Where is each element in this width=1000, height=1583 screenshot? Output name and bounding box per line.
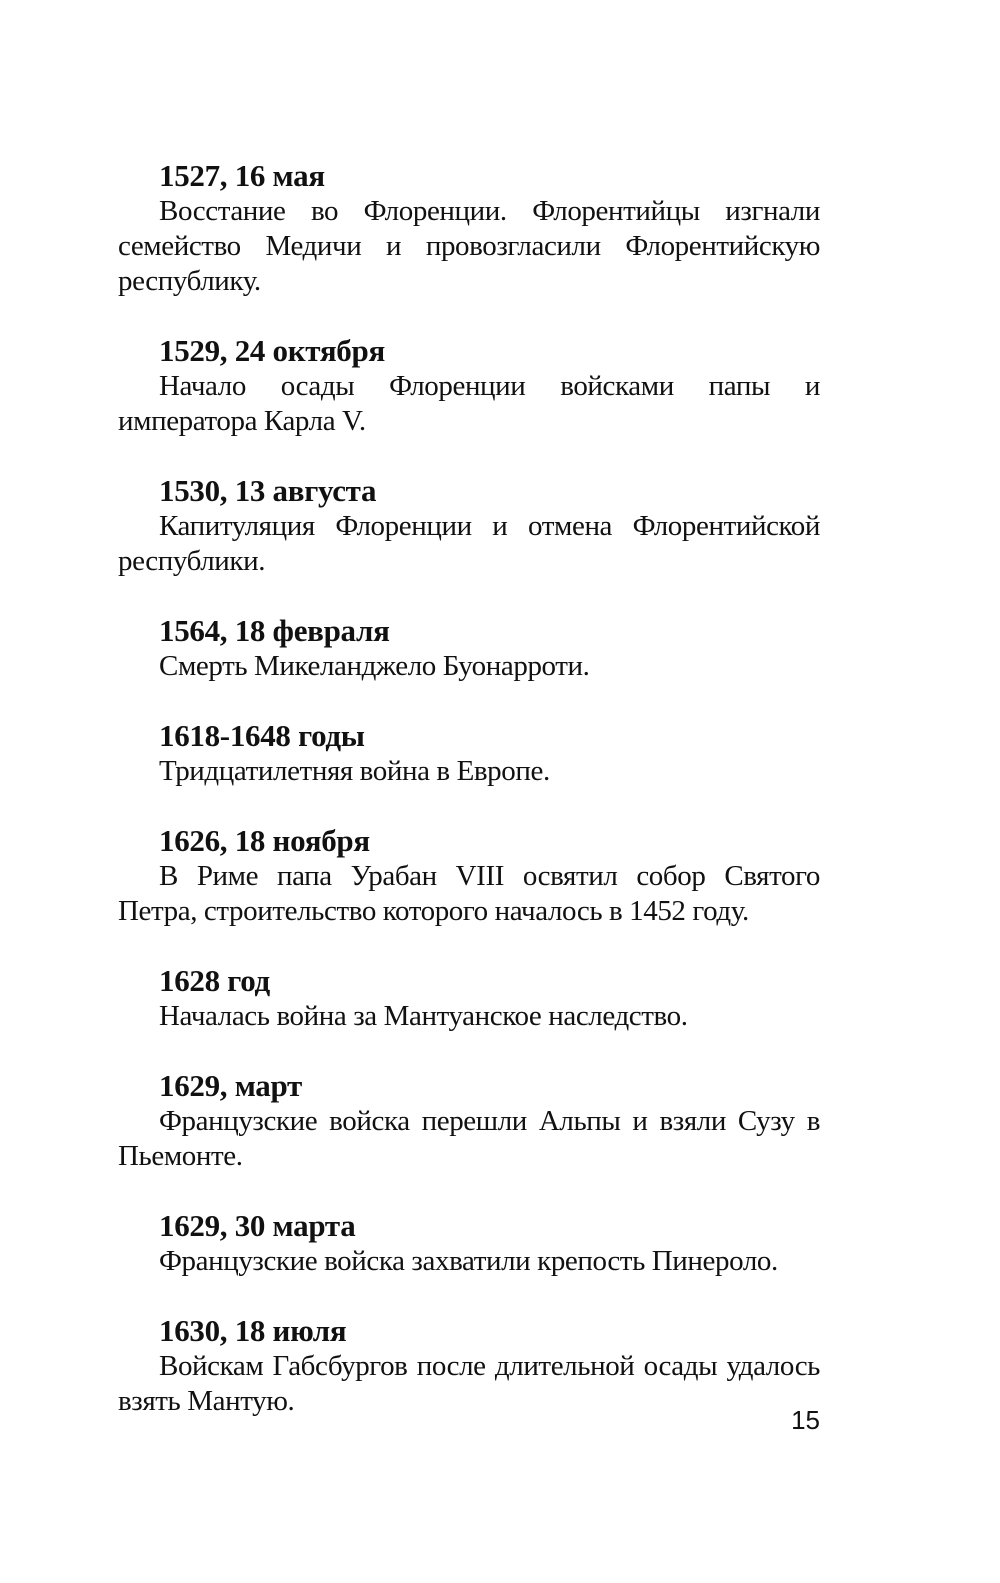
entry-date: 1630, 18 июля xyxy=(159,1313,347,1348)
entry-text: Начало осады Флоренции войсками папы и императора Карла V. xyxy=(118,370,820,437)
entry-text: Началась война за Мантуанское наследство. xyxy=(159,1000,688,1032)
chronology-entry xyxy=(118,963,820,1034)
chronology-entry xyxy=(118,158,820,299)
entry-text: Капитуляция Флоренции и отмена Флорентийской республики. xyxy=(118,510,820,577)
entry-date: 1626, 18 ноября xyxy=(159,823,370,858)
entry-text: Французские войска перешли Альпы и взяли Сузу в Пьемонте. xyxy=(118,1105,820,1172)
entry-date: 1530, 13 августа xyxy=(159,473,377,508)
chronology-entry xyxy=(118,473,820,579)
chronology-entry xyxy=(118,1068,820,1174)
chronology-entry xyxy=(118,613,820,684)
entry-date: 1618-1648 годы xyxy=(159,718,365,753)
entry-date: 1564, 18 февраля xyxy=(159,613,390,648)
entry-date: 1629, март xyxy=(159,1068,302,1103)
entry-text: Войскам Габсбургов после длительной осады удалось взять Мантую. xyxy=(118,1350,820,1417)
chronology-page xyxy=(118,158,820,1453)
entry-text: Восстание во Флоренции. Флорентийцы изгнали семейство Медичи и провозгласили Флорентийскую республику. xyxy=(118,195,820,297)
chronology-entry xyxy=(118,823,820,929)
entry-date: 1527, 16 мая xyxy=(159,158,325,193)
entry-text: В Риме папа Урабан VIII освятил собор Святого Петра, строительство которого началось в 1452 году. xyxy=(118,860,820,927)
entry-text: Тридцатилетняя война в Европе. xyxy=(159,755,550,787)
chronology-entry xyxy=(118,1313,820,1419)
chronology-entry xyxy=(118,718,820,789)
entry-date: 1629, 30 марта xyxy=(159,1208,356,1243)
entry-text: Французские войска захватили крепость Пинероло. xyxy=(159,1245,778,1277)
chronology-entry xyxy=(118,1208,820,1279)
entry-date: 1529, 24 октября xyxy=(159,333,385,368)
entry-date: 1628 год xyxy=(159,963,270,998)
page-number: 15 xyxy=(791,1405,820,1435)
chronology-entry xyxy=(118,333,820,439)
entry-text: Смерть Микеланджело Буонарроти. xyxy=(159,650,590,682)
